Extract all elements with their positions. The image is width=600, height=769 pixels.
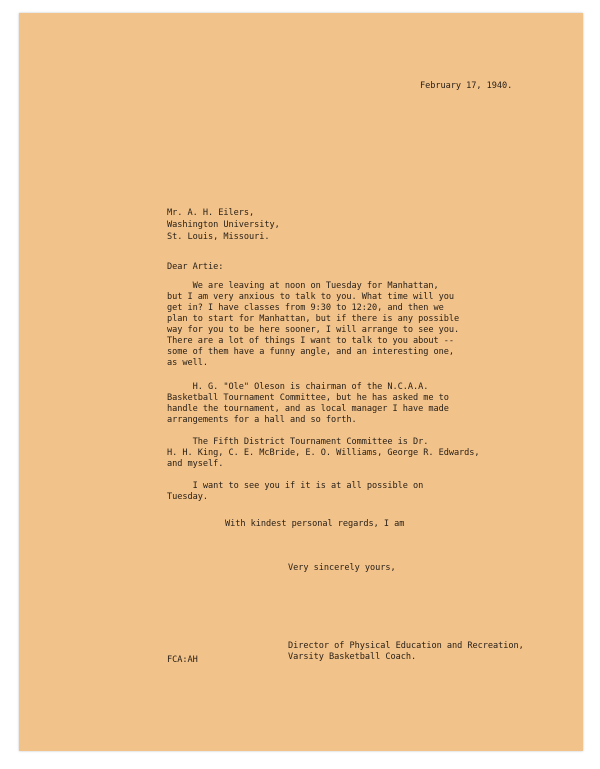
paragraph-line: We are leaving at noon on Tuesday for Manhattan, — [167, 281, 439, 291]
paragraph-line: I want to see you if it is at all possible on — [167, 481, 424, 491]
paragraph-line: some of them have a funny angle, and an interesting one, — [167, 347, 454, 357]
title-line: Director of Physical Education and Recreation, — [288, 641, 524, 651]
paragraph-line: H. H. King, C. E. McBride, E. O. Williams, George R. Edwards, — [167, 448, 480, 458]
paragraph-line: and myself. — [167, 459, 224, 469]
paragraph-line: Tuesday. — [167, 492, 208, 502]
paragraph-line: plan to start for Manhattan, but if there is any possible — [167, 314, 460, 324]
paragraph-line: get in? I have classes from 9:30 to 12:20, and then we — [167, 303, 444, 313]
paragraph-line: handle the tournament, and as local manager I have made — [167, 404, 449, 414]
paragraph-line: as well. — [167, 358, 208, 368]
letter-date: February 17, 1940. — [420, 81, 513, 91]
recipient-institution: Washington University, — [167, 220, 280, 230]
body-paragraph-4 — [167, 481, 423, 503]
letter-page — [19, 13, 583, 751]
paragraph-line: but I am very anxious to talk to you. What time will you — [167, 292, 454, 302]
body-paragraph-2 — [167, 382, 449, 426]
recipient-name: Mr. A. H. Eilers, — [167, 208, 255, 218]
paragraph-line: way for you to be here sooner, I will arrange to see you. — [167, 325, 460, 335]
recipient-city: St. Louis, Missouri. — [167, 232, 270, 242]
salutation: Dear Artie: — [167, 262, 224, 272]
body-paragraph-1 — [167, 281, 459, 369]
paragraph-line: There are a lot of things I want to talk to you about -- — [167, 336, 454, 346]
paragraph-line: H. G. "Ole" Oleson is chairman of the N.C.A.A. — [167, 382, 429, 392]
closing-line: With kindest personal regards, I am — [225, 519, 405, 529]
signoff: Very sincerely yours, — [288, 563, 396, 573]
signature-title — [288, 641, 524, 663]
paragraph-line: arrangements for a hall and so forth. — [167, 415, 357, 425]
paragraph-line: The Fifth District Tournament Committee is Dr. — [167, 437, 429, 447]
reference-initials: FCA:AH — [167, 655, 198, 665]
title-line: Varsity Basketball Coach. — [288, 652, 417, 662]
paragraph-line: Basketball Tournament Committee, but he has asked me to — [167, 393, 449, 403]
body-paragraph-3 — [167, 437, 480, 470]
